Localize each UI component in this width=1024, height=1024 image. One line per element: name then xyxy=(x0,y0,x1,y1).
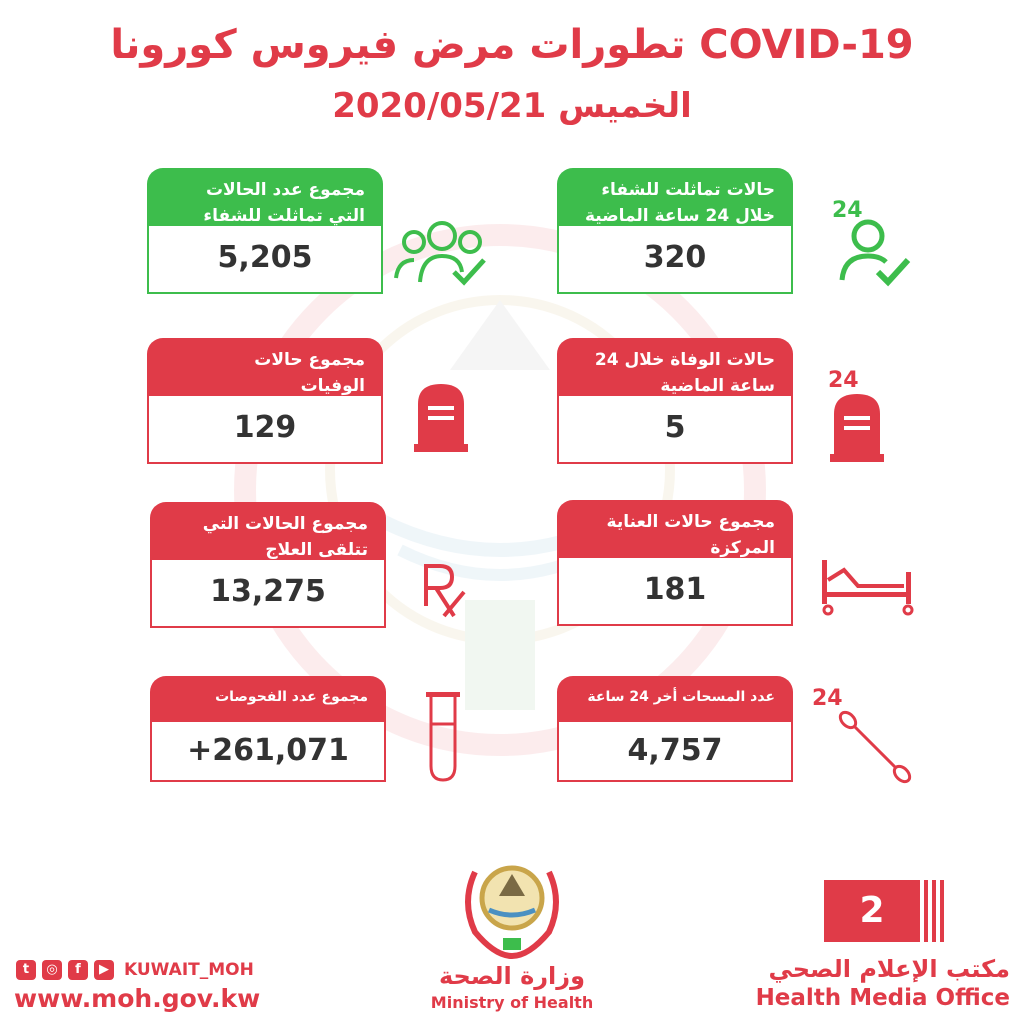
card-value: 4,757 xyxy=(557,722,793,782)
card-label: مجموع الحالات التي xyxy=(202,514,368,534)
card-label: حالات الوفاة خلال 24 xyxy=(594,350,775,370)
office-name-ar: مكتب الإعلام الصحي xyxy=(768,955,1010,983)
page-title: تطورات مرض فيروس كورونا COVID-19 xyxy=(110,22,914,68)
swab-icon xyxy=(836,708,914,786)
card-label: مجموع حالات xyxy=(254,350,365,370)
tombstone-icon xyxy=(830,390,884,462)
card-label: التي تماثلت للشفاء xyxy=(203,206,365,226)
card-label: خلال 24 ساعة الماضية xyxy=(584,206,775,226)
page-date: الخميس 2020/05/21 xyxy=(332,86,692,126)
facebook-icon[interactable]: f xyxy=(68,960,88,980)
card-deaths-total xyxy=(147,338,383,464)
twitter-icon[interactable]: t xyxy=(16,960,36,980)
card-deaths-24h xyxy=(557,338,793,464)
card-label: عدد المسحات أخر 24 ساعة xyxy=(587,689,775,705)
hospital-bed-icon xyxy=(814,556,918,616)
card-label: الوفيات xyxy=(300,376,365,396)
card-treatment-total xyxy=(150,502,386,628)
card-value: 13,275 xyxy=(150,560,386,628)
card-value: 5 xyxy=(557,396,793,464)
page-number-badge: 2 xyxy=(824,880,920,942)
social-handle[interactable]: KUWAIT_MOH xyxy=(124,960,254,980)
card-label: المركزة xyxy=(710,538,775,558)
badge-24: 24 xyxy=(812,686,843,711)
card-label: مجموع حالات العناية xyxy=(606,512,775,532)
card-label: مجموع عدد الفحوصات xyxy=(215,689,368,705)
ministry-emblem-logo xyxy=(455,852,569,960)
card-label: مجموع عدد الحالات xyxy=(205,180,365,200)
card-swabs-24h xyxy=(557,676,793,782)
card-recovered-total xyxy=(147,168,383,294)
badge-24: 24 xyxy=(832,198,863,223)
card-recovered-24h xyxy=(557,168,793,294)
test-tube-icon xyxy=(424,690,462,784)
card-value: 5,205 xyxy=(147,226,383,294)
card-label: تتلقى العلاج xyxy=(265,540,368,560)
ministry-name-ar: وزارة الصحة xyxy=(438,962,586,990)
badge-24: 24 xyxy=(828,368,859,393)
card-tests-total xyxy=(150,676,386,782)
tombstone-icon xyxy=(414,380,468,452)
youtube-icon[interactable]: ▶ xyxy=(94,960,114,980)
card-value: 320 xyxy=(557,226,793,294)
ministry-name-en: Ministry of Health xyxy=(430,993,594,1012)
card-icu-total xyxy=(557,500,793,626)
card-label: حالات تماثلت للشفاء xyxy=(601,180,775,200)
website-link[interactable]: www.moh.gov.kw xyxy=(14,984,261,1013)
office-name-en: Health Media Office xyxy=(755,985,1010,1011)
card-label: ساعة الماضية xyxy=(660,376,775,396)
page-number-stripes xyxy=(924,880,946,942)
card-value: 181 xyxy=(557,558,793,626)
group-check-icon xyxy=(392,216,494,286)
user-check-icon xyxy=(836,214,912,290)
card-value: 129 xyxy=(147,396,383,464)
rx-icon xyxy=(420,562,470,620)
card-value: +261,071 xyxy=(150,722,386,782)
instagram-icon[interactable]: ◎ xyxy=(42,960,62,980)
